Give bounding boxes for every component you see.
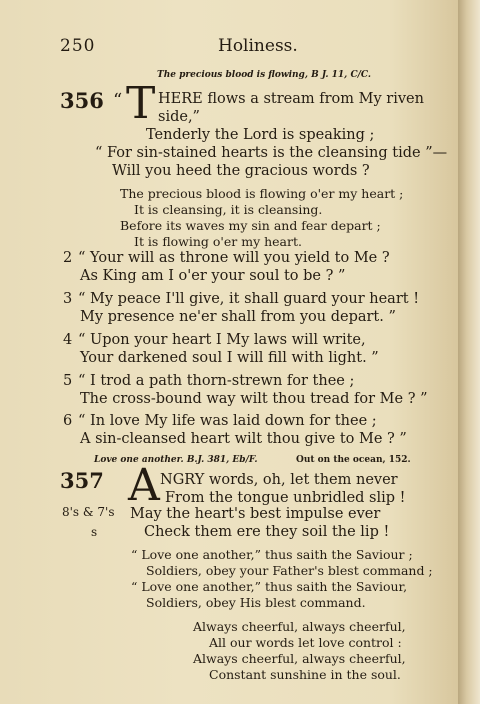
hymn-357-meter-s: s xyxy=(91,525,98,539)
verse-line: As King am I o'er your soul to be ? ” xyxy=(80,268,346,284)
verse-line: “ In love My life was laid down for thee ; xyxy=(78,413,377,429)
hymn-356-drop-cap: T xyxy=(126,78,156,129)
hymn-357-tune-alt: Out on the ocean, 152. xyxy=(296,455,411,465)
hymn-356-tune: The precious blood is flowing, B J. 11, C/C. xyxy=(157,70,372,80)
verse-number: 3 xyxy=(63,291,73,307)
hymn-357-line: May the heart's best impulse ever xyxy=(130,506,381,522)
hymn-357-chorus-line: Always cheerful, always cheerful, xyxy=(193,619,406,634)
verse-line: “ Upon your heart I My laws will write, xyxy=(78,332,366,348)
hymn-357-chorus-line: Constant sunshine in the soul. xyxy=(209,667,401,682)
hymn-357-number: 357 xyxy=(60,468,104,493)
verse-line: A sin-cleansed heart wilt thou give to Me ? ” xyxy=(80,431,407,447)
verse-line: “ Your will as throne will you yield to Me ? xyxy=(78,250,390,266)
hymn-356-open-quote: “ xyxy=(113,90,123,111)
hymn-357-chorus-line: Soldiers, obey His blest command. xyxy=(146,595,366,610)
hymn-356-line: HERE flows a stream from My riven xyxy=(158,91,424,107)
verse-line: Your darkened soul I will fill with light. ” xyxy=(80,350,379,366)
hymn-357-tune: Love one another. B.J. 381, Eb/F. xyxy=(94,455,258,465)
verse-line: “ My peace I'll give, it shall guard your heart ! xyxy=(78,291,420,307)
hymn-357-chorus-line: Always cheerful, always cheerful, xyxy=(193,651,406,666)
hymn-357-chorus-line: “ Love one another,” thus saith the Saviour, xyxy=(131,579,408,594)
hymn-357-line: From the tongue unbridled slip ! xyxy=(165,490,406,506)
hymn-356-line: Tenderly the Lord is speaking ; xyxy=(146,127,375,143)
hymn-356-number: 356 xyxy=(60,88,104,113)
hymn-356-line: “ For sin-stained hearts is the cleansing tide ”— xyxy=(95,145,448,161)
hymn-356-chorus-line: The precious blood is flowing o'er my heart ; xyxy=(120,186,404,201)
hymn-357-chorus-line: Soldiers, obey your Father's blest command ; xyxy=(146,563,433,578)
page-title: Holiness. xyxy=(218,36,298,56)
verse-line: “ I trod a path thorn-strewn for thee ; xyxy=(78,373,355,389)
verse-number: 5 xyxy=(63,373,73,389)
hymn-356-chorus-line: It is cleansing, it is cleansing. xyxy=(134,202,323,217)
hymn-357-line: Check them ere they soil the lip ! xyxy=(144,524,390,540)
hymn-357-line: NGRY words, oh, let them never xyxy=(160,472,398,488)
verse-line: The cross-bound way wilt thou tread for Me ? ” xyxy=(80,391,428,407)
verse-number: 4 xyxy=(63,332,73,348)
verse-number: 6 xyxy=(63,413,73,429)
hymn-356-line: side,” xyxy=(158,109,200,125)
hymn-357-meter: 8's & 7's xyxy=(62,505,115,519)
hymn-357-chorus-line: “ Love one another,” thus saith the Saviour ; xyxy=(131,547,413,562)
book-gutter xyxy=(458,0,480,704)
hymn-356-chorus-line: It is flowing o'er my heart. xyxy=(134,234,302,249)
hymn-357-drop-cap: A xyxy=(128,460,160,511)
verse-number: 2 xyxy=(63,250,73,266)
verse-line: My presence ne'er shall from you depart. ” xyxy=(80,309,396,325)
page-number: 250 xyxy=(60,36,96,56)
hymn-357-chorus-line: All our words let love control : xyxy=(209,635,402,650)
hymn-356-line: Will you heed the gracious words ? xyxy=(112,163,370,179)
hymn-356-chorus-line: Before its waves my sin and fear depart ; xyxy=(120,218,381,233)
